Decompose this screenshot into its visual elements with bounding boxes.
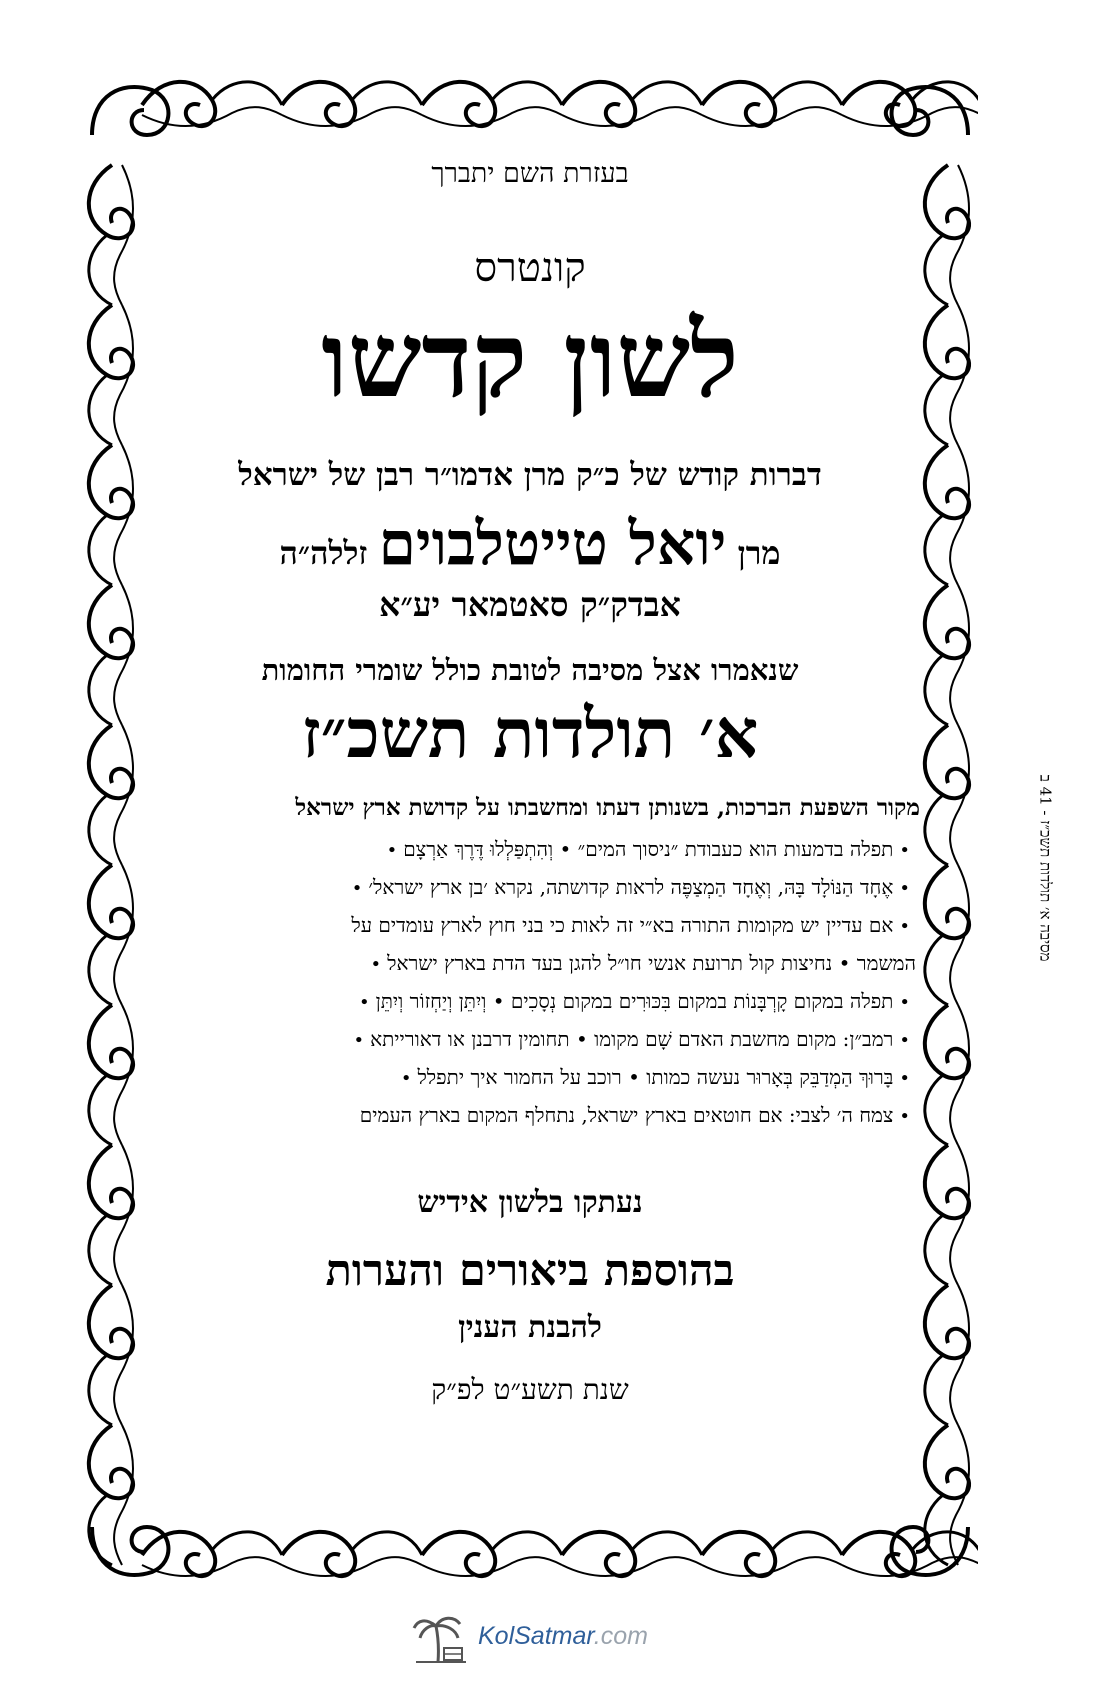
topic-line: •אם עדיין יש מקומות התורה בא״י זה לאות כי בני חוץ לארץ עומדים על [206, 907, 916, 945]
logo-name: KolSatmar [478, 1622, 594, 1650]
kolsatmar-logo[interactable] [412, 1614, 712, 1664]
topic-line: המשמר • נחיצות קול תרועת אנשי חו״ל להגן בעד הדת בארץ ישראל• [206, 945, 916, 983]
palm-tree-icon [412, 1614, 468, 1664]
kunteres-label: קונטרס [474, 245, 586, 291]
bullet: • [899, 992, 910, 1014]
title-page-content [150, 140, 920, 1407]
author-name-line [150, 509, 910, 579]
side-label: מסיבה א׳ תולדות תשכ״ז - 41 ב [1036, 774, 1055, 962]
topic-line: •תפלה במקום קָרְבָּנוֹת במקום בִּכּוּרִים במקום נְסָכִים • וְיִתֵּן וְיַחְזוֹר וְיִתֵּן• [206, 983, 916, 1021]
bullet: • [351, 878, 363, 900]
translation-note: נעתקו בלשון אידיש [417, 1185, 643, 1221]
understanding-note: להבנת הענין [458, 1310, 602, 1346]
topic-line: •רמב״ן: מקום מחשבת האדם שָׁם מקומו • תחומין דרבנן או דאורייתא• [206, 1021, 916, 1059]
author-prefix: מרן [737, 534, 781, 573]
topic-line: •בָּרוּךְ הַמְדַבֵּק בְּאָרוּר נעשה כמותו • רוכב על החמור איך יתפלל• [206, 1059, 916, 1097]
bullet: • [899, 840, 910, 862]
topics-heading: מקור השפעת הברכות, בשנותן דעתו ומחשבתו על קדושת ארץ ישראל [295, 794, 920, 822]
bullet: • [899, 1106, 910, 1128]
author-name: יואל טייטלבוים [378, 509, 727, 580]
occasion-line: שנאמרו אצל מסיבה לטובת כולל שומרי החומות [261, 653, 799, 688]
author-title: אבדק״ק סאטמאר יע״א [379, 585, 681, 625]
bullet: • [400, 1068, 412, 1090]
logo-domain: .com [593, 1622, 648, 1650]
bullet: • [386, 840, 398, 862]
bullet: • [358, 992, 370, 1014]
topic-line: •תפלה בדמעות הוא כעבודת ״ניסוך המים״ • וְהִתְפַּלְלוּ דֶּרֶךְ אַרְצָם• [206, 831, 916, 869]
author-suffix: זללה״ה [279, 534, 368, 573]
topics-list [206, 831, 916, 1135]
book-title: לשון קדשו [321, 298, 739, 421]
bullet: • [353, 1030, 365, 1052]
topic-line: •אֶחָד הַנּוֹלָד בָּהּ, וְאֶחָד הַמְצַפֶּה לראות קדושתה, נקרא ׳בן ארץ ישראל׳• [206, 869, 916, 907]
bullet: • [899, 916, 910, 938]
bullet: • [899, 878, 910, 900]
blessing-line: בעזרת השם יתברך [431, 158, 629, 189]
bullet: • [899, 1068, 910, 1090]
bullet: • [370, 954, 382, 976]
publication-year: שנת תשע״ט לפ״ק [431, 1373, 629, 1407]
bullet: • [899, 1030, 910, 1052]
topic-line: •צמח ה׳ לצבי: אם חוטאים בארץ ישראל, נתחלף המקום בארץ העמים [206, 1097, 916, 1135]
occasion-date: א׳ תולדות תשכ״ז [301, 694, 759, 775]
author-intro: דברות קודש של כ״ק מרן אדמו״ר רבן של ישראל [238, 457, 822, 494]
addition-note: בהוספת ביאורים והערות [325, 1246, 735, 1297]
